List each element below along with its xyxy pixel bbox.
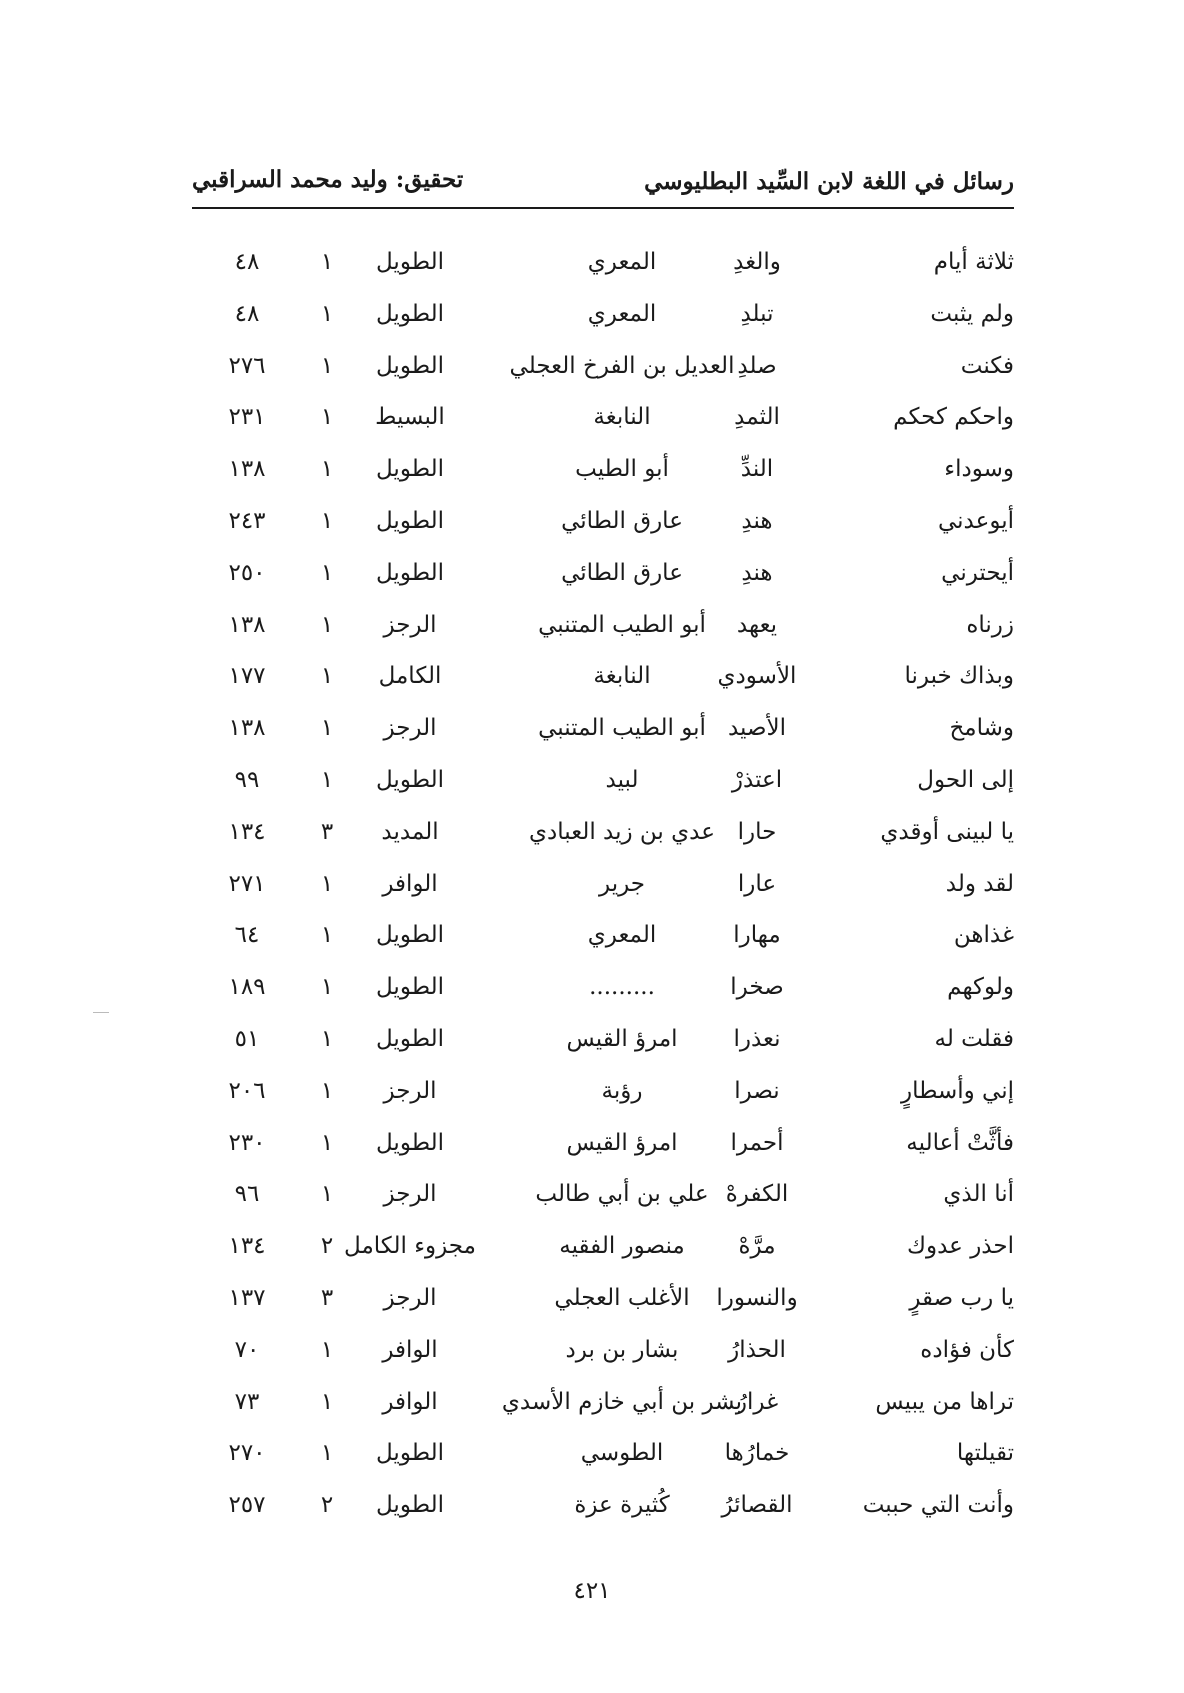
verse-count: ١ — [320, 663, 334, 690]
verse-count: ١ — [320, 974, 334, 1001]
meter-name: الكامل — [378, 663, 442, 690]
page-reference: ٢٣٠ — [228, 1129, 266, 1156]
rhyme-word: مرَّهْ — [738, 1233, 776, 1260]
verse-opening: فكنت — [960, 352, 1014, 379]
rhyme-word: اعتذرْ — [731, 766, 783, 793]
table-row — [192, 1020, 1014, 1072]
verse-count: ١ — [320, 611, 334, 638]
page-reference: ١٣٨ — [228, 456, 266, 483]
poet-name: أبو الطيب المتنبي — [538, 611, 706, 638]
rhyme-word: هندِ — [741, 559, 773, 586]
page-reference: ٢٠٦ — [228, 1077, 266, 1104]
rhyme-word: الثمدِ — [734, 404, 780, 431]
rhyme-word: نعذرا — [733, 1025, 781, 1052]
poet-name: رؤبة — [601, 1077, 643, 1104]
verse-count: ١ — [320, 922, 334, 949]
book-title: رسائل في اللغة لابن السِّيد البطليوسي — [644, 168, 1014, 195]
meter-name: الطويل — [376, 352, 444, 379]
verse-opening: وبذاك خبرنا — [904, 663, 1014, 690]
table-row — [192, 554, 1014, 606]
meter-name: الرجز — [383, 611, 437, 638]
page-reference: ٢٧١ — [228, 870, 266, 897]
verse-count: ١ — [320, 300, 334, 327]
verse-count: ١ — [320, 507, 334, 534]
meter-name: الطويل — [376, 974, 444, 1001]
table-row — [192, 761, 1014, 813]
verse-opening: وأنت التي حببت — [862, 1492, 1014, 1519]
verse-count: ١ — [320, 870, 334, 897]
verse-opening: إني وأسطارٍ — [900, 1077, 1014, 1104]
page-reference: ٦٤ — [234, 922, 260, 949]
page-reference: ٢٤٣ — [228, 507, 266, 534]
verse-opening: أنا الذي — [943, 1181, 1014, 1208]
verse-opening: تراها من يبيس — [875, 1388, 1014, 1415]
poet-name: امرؤ القيس — [566, 1025, 678, 1052]
verse-opening: أيوعدني — [937, 507, 1014, 534]
page-reference: ٢٥٠ — [228, 559, 266, 586]
meter-name: الوافر — [382, 1336, 438, 1363]
meter-name: الطويل — [376, 1440, 444, 1467]
meter-name: الرجز — [383, 1077, 437, 1104]
poet-name: بشار بن برد — [565, 1336, 679, 1363]
meter-name: الطويل — [376, 249, 444, 275]
verse-opening: تقيلتها — [956, 1440, 1014, 1467]
verse-count: ١ — [320, 1440, 334, 1467]
meter-name: الوافر — [382, 870, 438, 897]
verse-count: ١ — [320, 404, 334, 431]
table-row — [192, 1279, 1014, 1331]
page-reference: ٩٦ — [234, 1181, 260, 1208]
page-reference: ٢٣١ — [228, 404, 266, 431]
table-row — [192, 1227, 1014, 1279]
poet-name: لبيد — [605, 766, 639, 793]
table-row — [192, 1486, 1014, 1538]
rhyme-word: أحمرا — [730, 1129, 784, 1156]
verse-opening: إلى الحول — [917, 766, 1014, 793]
poet-name: عدي بن زيد العبادي — [529, 818, 715, 845]
page-reference: ١٣٤ — [228, 818, 266, 845]
table-row — [192, 1383, 1014, 1435]
rhyme-word: الحذارُ — [728, 1336, 786, 1363]
rhyme-word: حارا — [737, 818, 777, 845]
table-row — [192, 916, 1014, 968]
rhyme-word: الندِّ — [740, 456, 774, 483]
page-reference: ١٣٤ — [228, 1233, 266, 1260]
rhyme-word: يعهد — [736, 611, 778, 638]
poet-name: عارق الطائي — [561, 507, 683, 534]
verse-count: ١ — [320, 1388, 334, 1415]
rhyme-word: غرارُ — [735, 1388, 779, 1415]
poet-name: المعري — [587, 300, 657, 327]
poet-name: كُثيرة عزة — [574, 1492, 670, 1519]
meter-name: الطويل — [376, 559, 444, 586]
poet-name: الطوسي — [580, 1440, 664, 1467]
verse-opening: فقلت له — [934, 1025, 1014, 1052]
table-row — [192, 865, 1014, 917]
poet-name: علي بن أبي طالب — [535, 1181, 709, 1208]
poet-name: عارق الطائي — [561, 559, 683, 586]
meter-name: الرجز — [383, 1181, 437, 1208]
table-row — [192, 450, 1014, 502]
table-row — [192, 1434, 1014, 1486]
poet-name: أبو الطيب المتنبي — [538, 715, 706, 742]
rhyme-word: خمارُها — [724, 1440, 790, 1467]
page-number: ٤٢١ — [573, 1578, 611, 1604]
verse-index-table — [192, 243, 1014, 1538]
margin-mark — [93, 1012, 109, 1013]
table-row — [192, 1124, 1014, 1176]
meter-name: الطويل — [376, 766, 444, 793]
meter-name: مجزوء الكامل — [344, 1233, 476, 1260]
page-reference: ٩٩ — [234, 766, 260, 793]
page-reference: ١٣٧ — [228, 1284, 266, 1311]
poet-name: المعري — [587, 922, 657, 949]
poet-name: أبو الطيب — [575, 456, 669, 483]
table-row — [192, 968, 1014, 1020]
poet-name: جرير — [599, 870, 645, 897]
table-row — [192, 347, 1014, 399]
verse-opening: ولم يثبت — [930, 300, 1014, 327]
verse-count: ١ — [320, 249, 334, 275]
verse-opening: وسوداء — [944, 456, 1014, 483]
page-reference: ١٣٨ — [228, 611, 266, 638]
rhyme-word: مهارا — [733, 922, 781, 949]
verse-count: ١ — [320, 715, 334, 742]
verse-opening: يا رب صقرٍ — [909, 1284, 1014, 1311]
rhyme-word: القصائرُ — [721, 1492, 793, 1519]
poet-name: امرؤ القيس — [566, 1129, 678, 1156]
verse-count: ١ — [320, 1077, 334, 1104]
meter-name: الرجز — [383, 715, 437, 742]
verse-opening: واحكم كحكم — [893, 404, 1014, 431]
verse-opening: أيحترني — [941, 559, 1014, 586]
page-reference: ٤٨ — [234, 300, 260, 327]
verse-count: ١ — [320, 1336, 334, 1363]
verse-opening: ثلاثة أيام — [933, 249, 1014, 275]
meter-name: الطويل — [376, 456, 444, 483]
rhyme-word: والغدِ — [733, 249, 781, 275]
page-reference: ٢٧٠ — [228, 1440, 266, 1467]
verse-opening: غذاهن — [953, 922, 1014, 949]
verse-count: ١ — [320, 1025, 334, 1052]
verse-count: ٣ — [320, 818, 334, 845]
table-row — [192, 1175, 1014, 1227]
poet-name: منصور الفقيه — [559, 1233, 685, 1260]
page-reference: ٥١ — [234, 1025, 260, 1052]
page-reference: ١٨٩ — [228, 974, 266, 1001]
meter-name: الوافر — [382, 1388, 438, 1415]
table-row — [192, 398, 1014, 450]
header-rule — [192, 207, 1014, 209]
poet-name: النابغة — [593, 404, 651, 431]
rhyme-word: هندِ — [741, 507, 773, 534]
running-header — [192, 160, 1014, 204]
poet-name: المعري — [587, 249, 657, 275]
table-row — [192, 709, 1014, 761]
verse-opening: يا لبينى أوقدي — [880, 818, 1014, 845]
table-row — [192, 1331, 1014, 1383]
table-row — [192, 657, 1014, 709]
table-row — [192, 502, 1014, 554]
poet-name: النابغة — [593, 663, 651, 690]
rhyme-word: صخرا — [730, 974, 784, 1001]
table-row — [192, 606, 1014, 658]
verse-opening: زرناه — [966, 611, 1014, 638]
verse-count: ١ — [320, 1181, 334, 1208]
verse-count: ١ — [320, 352, 334, 379]
page-reference: ٢٥٧ — [228, 1492, 266, 1519]
verse-opening: وشامخ — [949, 715, 1014, 742]
rhyme-word: تبلدِ — [740, 300, 774, 327]
verse-opening: احذر عدوك — [907, 1233, 1014, 1260]
verse-count: ١ — [320, 456, 334, 483]
table-row — [192, 295, 1014, 347]
poet-name: الأغلب العجلي — [554, 1284, 690, 1311]
page-reference: ٤٨ — [234, 249, 260, 275]
verse-opening: لقد ولد — [945, 870, 1014, 897]
meter-name: الطويل — [376, 922, 444, 949]
meter-name: البسيط — [375, 404, 445, 431]
table-row — [192, 1072, 1014, 1124]
meter-name: الطويل — [376, 507, 444, 534]
page-reference: ٢٧٦ — [228, 352, 266, 379]
verse-count: ١ — [320, 559, 334, 586]
rhyme-word: نصرا — [734, 1077, 780, 1104]
meter-name: الطويل — [376, 1492, 444, 1519]
verse-count: ١ — [320, 766, 334, 793]
table-row — [192, 243, 1014, 295]
verse-count: ٣ — [320, 1284, 334, 1311]
meter-name: الطويل — [376, 300, 444, 327]
verse-count: ٢ — [320, 1492, 334, 1519]
meter-name: الطويل — [376, 1129, 444, 1156]
verse-count: ٢ — [320, 1233, 334, 1260]
meter-name: المديد — [381, 818, 439, 845]
meter-name: الطويل — [376, 1025, 444, 1052]
poet-name: ......... — [589, 974, 655, 1001]
editor-credit: تحقيق: وليد محمد السراقبي — [192, 166, 464, 193]
page-reference: ١٧٧ — [228, 663, 266, 690]
rhyme-word: الأصيد — [727, 715, 787, 742]
rhyme-word: الكفرهْ — [725, 1181, 789, 1208]
rhyme-word: عارا — [737, 870, 777, 897]
rhyme-word: صلدِ — [737, 352, 777, 379]
verse-opening: فأثَّتْ أعاليه — [906, 1129, 1014, 1156]
verse-count: ١ — [320, 1129, 334, 1156]
meter-name: الرجز — [383, 1284, 437, 1311]
page-reference: ٧٠ — [234, 1336, 260, 1363]
poet-name: العديل بن الفرخ العجلي — [509, 352, 735, 379]
poet-name: بشر بن أبي خازم الأسدي — [501, 1388, 743, 1415]
verse-opening: ولوكهم — [947, 974, 1014, 1001]
rhyme-word: والنسورا — [716, 1284, 798, 1311]
rhyme-word: الأسودي — [717, 663, 797, 690]
verse-opening: كأن فؤاده — [920, 1336, 1014, 1363]
page-reference: ٧٣ — [234, 1388, 260, 1415]
table-row — [192, 813, 1014, 865]
page-reference: ١٣٨ — [228, 715, 266, 742]
